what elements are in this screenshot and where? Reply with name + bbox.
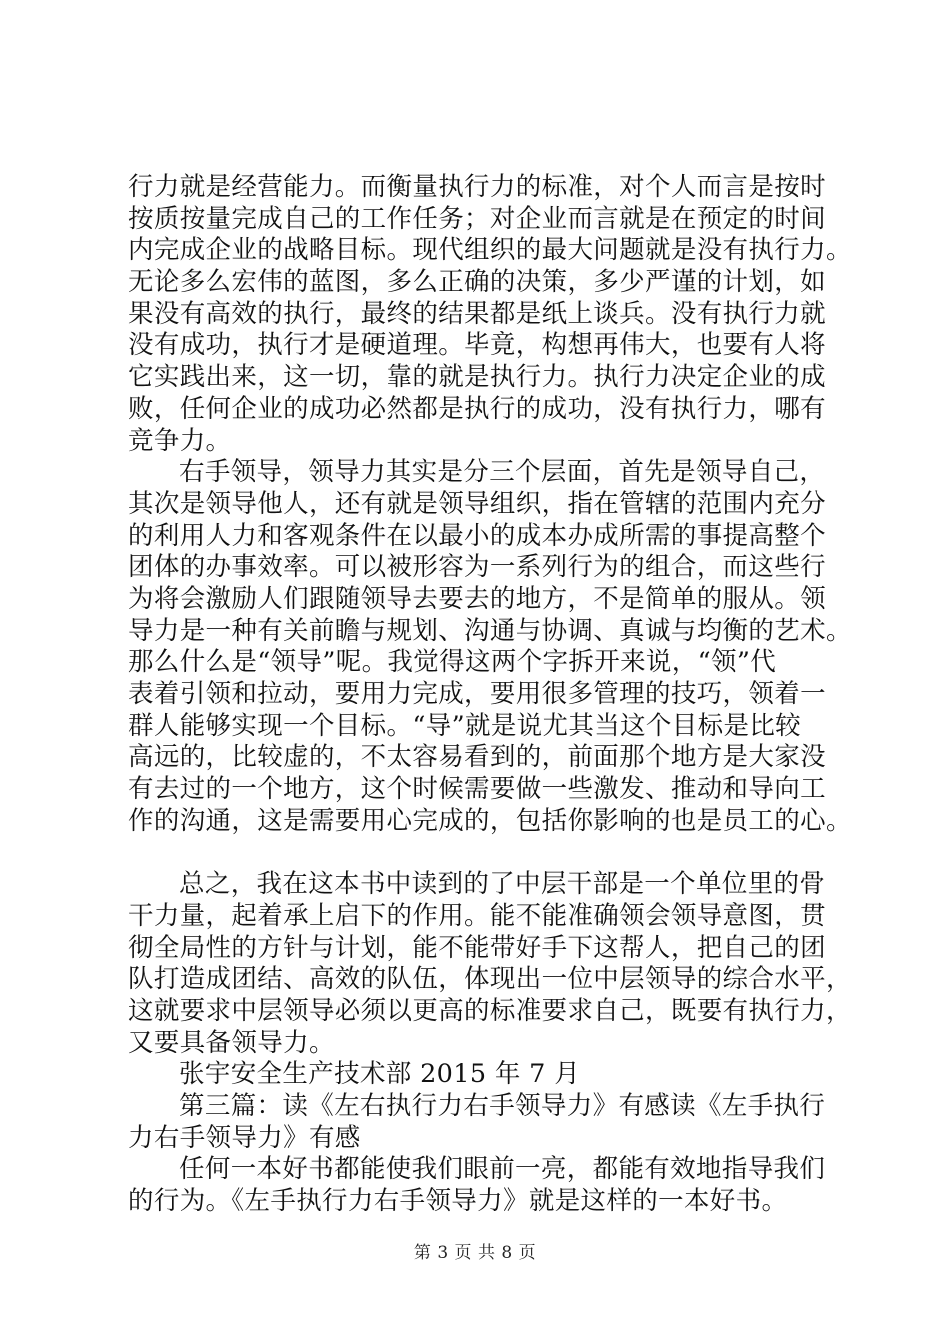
text-line: 的行为。《左手执行力右手领导力》就是这样的一本好书。 <box>128 1186 788 1216</box>
text-line: 导力是一种有关前瞻与规划、沟通与协调、真诚与均衡的艺术。 <box>128 615 852 646</box>
text-line: 作的沟通，这是需要用心完成的，包括你影响的也是员工的心。 <box>128 805 852 836</box>
text-line: 按质按量完成自己的工作任务；对企业而言就是在预定的时间 <box>128 203 826 234</box>
text-line: 内完成企业的战略目标。现代组织的最大问题就是没有执行力。 <box>128 235 852 266</box>
paragraph-leadership <box>128 457 852 837</box>
text-line: 败，任何企业的成功必然都是执行的成功，没有执行力，哪有 <box>128 393 826 424</box>
text-line: 任何一本好书都能使我们眼前一亮，都能有效地指导我们 <box>179 1154 826 1185</box>
text-line: 竞争力。 <box>128 425 232 456</box>
text-line: 干力量，起着承上启下的作用。能不能准确领会领导意图，贯 <box>128 900 826 931</box>
paragraph-good-book <box>128 1154 840 1217</box>
text-line: 力右手领导力》有感 <box>128 1122 361 1153</box>
text-line: 那么什么是“领导”呢。我觉得这两个字拆开来说，“领”代 <box>128 647 777 678</box>
text-line: 的利用人力和客观条件在以最小的成本办成所需的事提高整个 <box>128 520 826 551</box>
text-line: 行力就是经营能力。而衡量执行力的标准，对个人而言是按时 <box>128 172 826 202</box>
text-line: 张宇安全生产技术部 2015 年 7 月 <box>179 1059 581 1090</box>
text-line: 它实践出来，这一切，靠的就是执行力。执行力决定企业的成 <box>128 362 826 393</box>
text-line: 右手领导，领导力其实是分三个层面，首先是领导自己， <box>179 457 826 488</box>
text-line: 其次是领导他人，还有就是领导组织，指在管辖的范围内充分 <box>128 488 826 519</box>
text-line: 彻全局性的方针与计划，能不能带好手下这帮人，把自己的团 <box>128 932 826 963</box>
paragraph-conclusion <box>128 869 852 1059</box>
text-line: 高远的，比较虚的，不太容易看到的，前面那个地方是大家没 <box>128 742 826 773</box>
text-line: 无论多么宏伟的蓝图，多么正确的决策，多少严谨的计划，如 <box>128 267 826 298</box>
document-body <box>128 172 852 1218</box>
text-line: 表着引领和拉动，要用力完成，要用很多管理的技巧，领着一 <box>128 679 826 709</box>
section-heading <box>128 1091 840 1154</box>
text-line: 有去过的一个地方，这个时候需要做一些激发、推动和导向工 <box>128 774 826 805</box>
text-line: 为将会激励人们跟随领导去要去的地方，不是简单的服从。领 <box>128 583 826 614</box>
text-line: 没有成功，执行才是硬道理。毕竟，构想再伟大，也要有人将 <box>128 330 826 361</box>
text-line: 第三篇：读《左右执行力右手领导力》有感读《左手执行 <box>179 1090 826 1121</box>
text-line: 总之，我在这本书中读到的了中层干部是一个单位里的骨 <box>179 869 826 900</box>
text-line: 团体的办事效率。可以被形容为一系列行为的组合，而这些行 <box>128 552 826 583</box>
text-line: 这就要求中层领导必须以更高的标准要求自己，既要有执行力， <box>128 995 852 1026</box>
text-line: 群人能够实现一个目标。“导”就是说尤其当这个目标是比较 <box>128 710 802 741</box>
page-number-footer: 第 3 页 共 8 页 <box>413 1243 537 1263</box>
paragraph-execution <box>128 172 852 457</box>
text-line: 又要具备领导力。 <box>128 1027 335 1058</box>
paragraph-gap <box>128 837 840 869</box>
text-line: 果没有高效的执行，最终的结果都是纸上谈兵。没有执行力就 <box>128 298 826 329</box>
author-signature <box>128 1059 840 1091</box>
text-line: 队打造成团结、高效的队伍，体现出一位中层领导的综合水平， <box>128 964 852 995</box>
